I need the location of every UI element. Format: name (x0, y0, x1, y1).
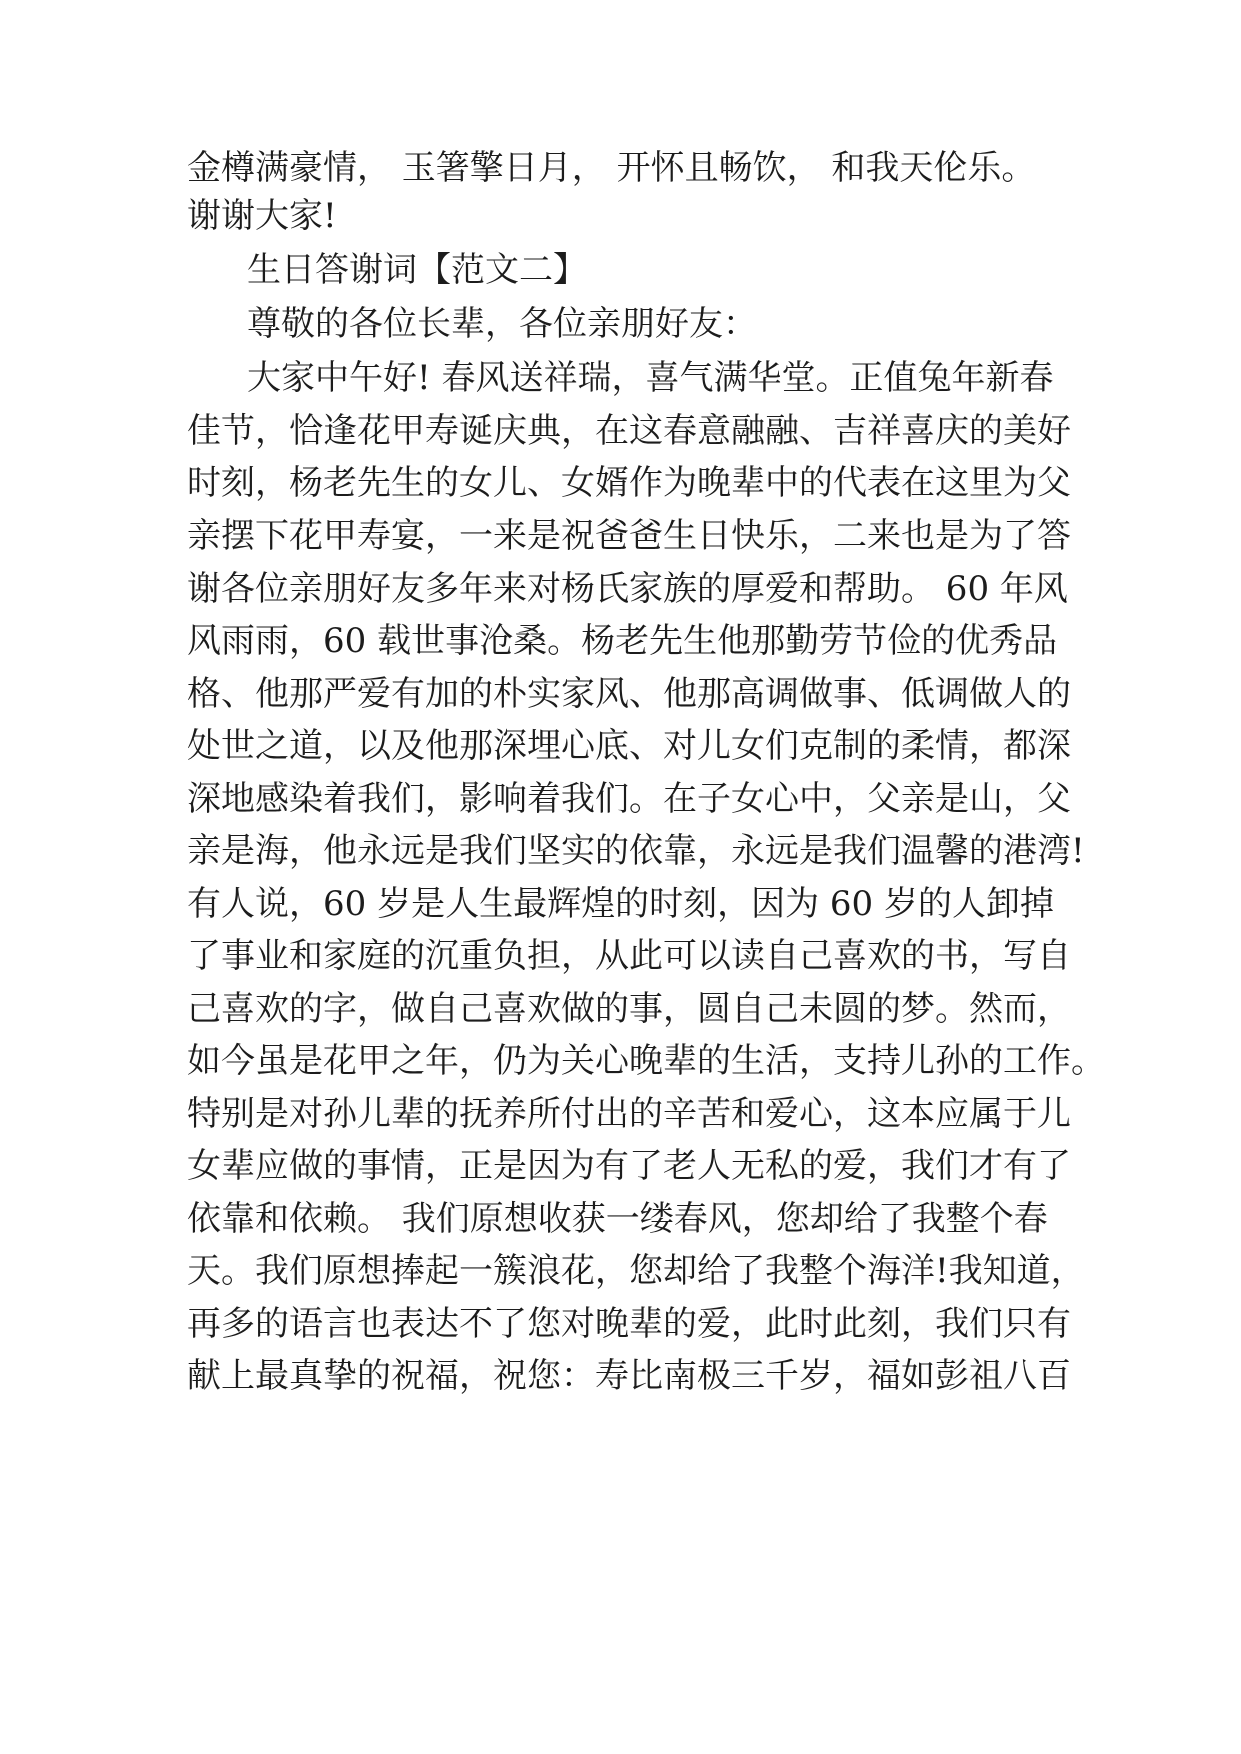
paragraph-line: 谢各位亲朋好友多年来对杨氏家族的厚爱和帮助。 60 年风 (187, 569, 1068, 609)
paragraph-line: 大家中午好! 春风送祥瑞，喜气满华堂。正值兔年新春 (247, 358, 1054, 398)
paragraph-line: 天。我们原想捧起一簇浪花，您却给了我整个海洋!我知道， (187, 1251, 1085, 1291)
paragraph-line: 有人说，60 岁是人生最辉煌的时刻，因为 60 岁的人卸掉 (187, 884, 1054, 924)
paragraph-line: 依靠和依赖。 我们原想收获一缕春风，您却给了我整个春 (187, 1199, 1048, 1239)
paragraph-line: 了事业和家庭的沉重负担，从此可以读自己喜欢的书，写自 (187, 936, 1071, 976)
paragraph-line: 再多的语言也表达不了您对晚辈的爱，此时此刻，我们只有 (187, 1304, 1071, 1344)
paragraph-line: 格、他那严爱有加的朴实家风、他那高调做事、低调做人的 (187, 674, 1071, 714)
paragraph-line: 亲是海，他永远是我们坚实的依靠，永远是我们温馨的港湾! (187, 831, 1085, 871)
paragraph-line: 女辈应做的事情，正是因为有了老人无私的爱，我们才有了 (187, 1146, 1071, 1186)
paragraph-line: 献上最真挚的祝福，祝您：寿比南极三千岁，福如彭祖八百 (187, 1356, 1071, 1396)
closing-verse-line: 金樽满豪情， 玉箸擎日月， 开怀且畅饮， 和我天伦乐。 (187, 148, 1036, 188)
paragraph-line: 亲摆下花甲寿宴，一来是祝爸爸生日快乐，二来也是为了答 (187, 516, 1071, 556)
salutation-line: 尊敬的各位长辈，各位亲朋好友： (247, 304, 757, 344)
paragraph-line: 深地感染着我们，影响着我们。在子女心中，父亲是山，父 (187, 779, 1071, 819)
paragraph-line: 风雨雨，60 载世事沧桑。杨老先生他那勤劳节俭的优秀品 (187, 621, 1058, 661)
section-heading: 生日答谢词【范文二】 (247, 250, 587, 290)
paragraph-line: 特别是对孙儿辈的抚养所付出的辛苦和爱心，这本应属于儿 (187, 1094, 1071, 1134)
paragraph-line: 佳节，恰逢花甲寿诞庆典，在这春意融融、吉祥喜庆的美好 (187, 411, 1071, 451)
paragraph-line: 如今虽是花甲之年，仍为关心晚辈的生活，支持儿孙的工作。 (187, 1041, 1105, 1081)
paragraph-line: 处世之道，以及他那深埋心底、对儿女们克制的柔情，都深 (187, 726, 1071, 766)
paragraph-line: 己喜欢的字，做自己喜欢做的事，圆自己未圆的梦。然而， (187, 989, 1071, 1029)
paragraph-line: 时刻，杨老先生的女儿、女婿作为晚辈中的代表在这里为父 (187, 463, 1071, 503)
thanks-line: 谢谢大家! (187, 196, 337, 236)
